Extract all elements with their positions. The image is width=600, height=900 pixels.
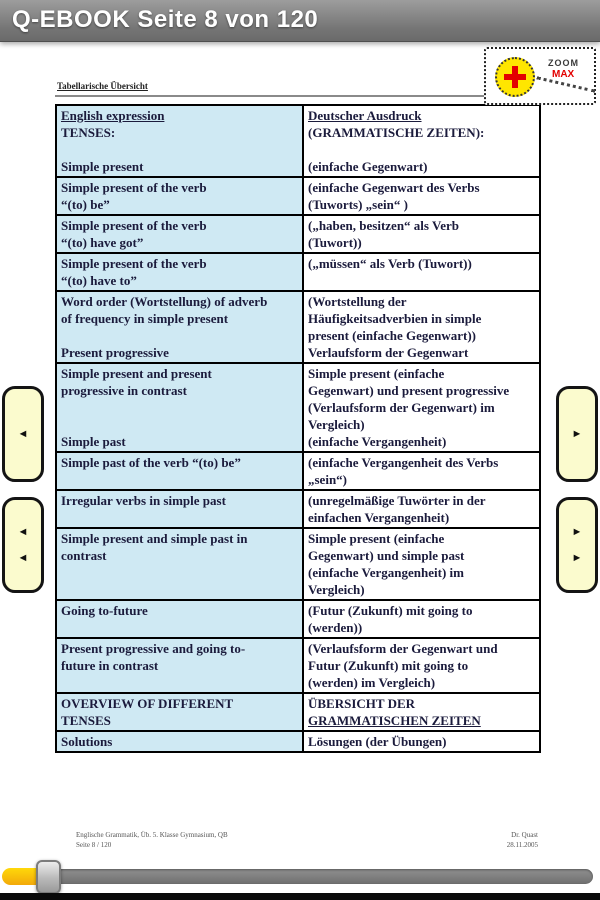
table-row (57, 639, 539, 694)
table-cell-line: (Verlaufsform der Gegenwart und (308, 641, 498, 656)
cell-german (304, 601, 539, 637)
table-cell-line: Futur (Zukunft) mit going to (308, 658, 469, 673)
table-cell-line: “(to) have got” (61, 235, 144, 250)
cell-english (57, 364, 304, 451)
table-cell-line: GRAMMATISCHEN ZEITEN (308, 713, 481, 728)
arrow-right-icon: ► (571, 428, 583, 440)
document-section-title: Tabellarische Übersicht (57, 81, 148, 91)
header-rule (55, 95, 541, 97)
table-cell-line: English expression (61, 108, 165, 123)
tense-overview-table (55, 104, 541, 753)
cell-german (304, 106, 539, 176)
table-row (57, 106, 539, 178)
max-label: MAX (552, 69, 575, 80)
zoom-label: ZOOM (548, 58, 579, 68)
table-row (57, 364, 539, 453)
cell-german (304, 491, 539, 527)
table-cell-line: Word order (Wortstellung) of adverb (61, 294, 268, 309)
footer-right (507, 830, 538, 850)
table-cell-line: Vergleich) (308, 417, 365, 432)
table-cell-line: (werden)) (308, 620, 363, 635)
table-cell-line: Present progressive (61, 345, 169, 360)
table-cell-line: Irregular verbs in simple past (61, 493, 226, 508)
table-cell-line: Gegenwart) und simple past (308, 548, 465, 563)
cell-english (57, 529, 304, 599)
cell-english (57, 254, 304, 290)
cell-english (57, 601, 304, 637)
cell-english (57, 178, 304, 214)
cell-english (57, 292, 304, 362)
table-cell-line (61, 399, 298, 416)
table-cell-line: Simple present and present (61, 366, 212, 381)
table-cell-line: (einfache Vergangenheit) im (308, 565, 464, 580)
table-cell-line: einfachen Vergangenheit) (308, 510, 450, 525)
table-cell-line: Present progressive and going to- (61, 641, 246, 656)
arrow-right-icon: ► (571, 526, 583, 538)
table-cell-line: (einfache Vergangenheit) (308, 434, 447, 449)
arrow-left-icon: ◄ (17, 552, 29, 564)
table-cell-line: (Verlaufsform der Gegenwart) im (308, 400, 495, 415)
table-cell-line: of frequency in simple present (61, 311, 229, 326)
table-cell-line: Simple present (einfache (308, 531, 445, 546)
seekbar-thumb[interactable] (36, 860, 61, 894)
table-cell-line: Simple present of the verb (61, 180, 207, 195)
cell-german (304, 364, 539, 451)
zoom-max-button[interactable] (484, 47, 596, 105)
arrow-left-icon: ◄ (17, 428, 29, 440)
cell-german (304, 732, 539, 751)
table-cell-line: Simple present (einfache (308, 366, 445, 381)
table-row (57, 732, 539, 751)
table-cell-line: „sein“) (308, 472, 347, 487)
table-cell-line: Simple present of the verb (61, 218, 207, 233)
table-cell-line: (Futur (Zukunft) mit going to (308, 603, 473, 618)
cell-german (304, 292, 539, 362)
table-cell-line: “(to) have to” (61, 273, 137, 288)
cell-english (57, 732, 304, 751)
cell-english (57, 694, 304, 730)
footer-author: Dr. Quast (511, 831, 538, 839)
cell-german (304, 529, 539, 599)
table-cell-line: Lösungen (der Übungen) (308, 734, 447, 749)
table-cell-line: Deutscher Ausdruck (308, 108, 422, 123)
page-title: Q-EBOOK Seite 8 von 120 (12, 6, 319, 33)
table-cell-line: (werden) im Vergleich) (308, 675, 436, 690)
table-cell-line: („haben, besitzen“ als Verb (308, 218, 459, 233)
table-cell-line: (Tuworts) „sein“ ) (308, 197, 408, 212)
table-cell-line (61, 416, 298, 433)
table-row (57, 601, 539, 639)
table-cell-line: future in contrast (61, 658, 159, 673)
table-cell-line: (unregelmäßige Tuwörter in der (308, 493, 486, 508)
table-cell-line: Häufigkeitsadverbien in simple (308, 311, 482, 326)
cell-german (304, 453, 539, 489)
table-cell-line: progressive in contrast (61, 383, 187, 398)
table-cell-line: Simple present and simple past in (61, 531, 248, 546)
footer-left (76, 830, 228, 850)
table-cell-line: Verlaufsform der Gegenwart (308, 345, 469, 360)
prev-page-button[interactable] (2, 386, 44, 482)
cell-german (304, 639, 539, 692)
table-cell-line: (GRAMMATISCHE ZEITEN): (308, 125, 485, 140)
table-cell-line: Going to-future (61, 603, 148, 618)
cell-english (57, 106, 304, 176)
table-cell-line: Simple present of the verb (61, 256, 207, 271)
footer-page-number: Seite 8 / 120 (76, 841, 112, 849)
table-cell-line: contrast (61, 548, 107, 563)
cell-german (304, 216, 539, 252)
table-cell-line: OVERVIEW OF DIFFERENT (61, 696, 234, 711)
cell-german (304, 178, 539, 214)
table-row (57, 292, 539, 364)
table-cell-line: (einfache Gegenwart des Verbs (308, 180, 480, 195)
table-cell-line: (einfache Vergangenheit des Verbs (308, 455, 499, 470)
cell-english (57, 453, 304, 489)
arrow-right-icon: ► (571, 552, 583, 564)
table-cell-line: Simple past (61, 434, 126, 449)
table-cell-line (308, 141, 535, 158)
arrow-left-icon: ◄ (17, 526, 29, 538)
table-row (57, 216, 539, 254)
zoom-plus-icon[interactable] (495, 57, 535, 97)
footer-book-title: Englische Grammatik, Üb. 5. Klasse Gymnasium, QB (76, 831, 228, 839)
cell-english (57, 216, 304, 252)
table-cell-line: present (einfache Gegenwart)) (308, 328, 476, 343)
table-cell-line: Vergleich) (308, 582, 365, 597)
table-row (57, 491, 539, 529)
cell-english (57, 491, 304, 527)
footer-date: 28.11.2005 (506, 841, 538, 849)
table-cell-line: “(to) be” (61, 197, 110, 212)
table-cell-line: Gegenwart) und present progressive (308, 383, 510, 398)
titlebar (0, 0, 600, 42)
table-cell-line: Simple past of the verb “(to) be” (61, 455, 241, 470)
table-row (57, 529, 539, 601)
fast-backward-button[interactable] (2, 497, 44, 593)
page-seekbar[interactable] (7, 869, 593, 884)
table-row (57, 178, 539, 216)
table-cell-line: (einfache Gegenwart) (308, 159, 428, 174)
cell-german (304, 694, 539, 730)
table-cell-line: Simple present (61, 159, 144, 174)
table-cell-line: ÜBERSICHT DER (308, 696, 416, 711)
table-cell-line (61, 141, 298, 158)
next-page-button[interactable] (556, 386, 598, 482)
table-cell-line: (Tuwort)) (308, 235, 362, 250)
table-cell-line: (Wortstellung der (308, 294, 407, 309)
cell-english (57, 639, 304, 692)
table-cell-line (61, 327, 298, 344)
table-row (57, 254, 539, 292)
table-row (57, 453, 539, 491)
table-row (57, 694, 539, 732)
table-cell-line: Solutions (61, 734, 113, 749)
table-cell-line: TENSES: (61, 125, 116, 140)
table-cell-line: („müssen“ als Verb (Tuwort)) (308, 256, 472, 271)
table-cell-line: TENSES (61, 713, 111, 728)
bottom-edge-bar (0, 893, 600, 900)
cell-german (304, 254, 539, 290)
fast-forward-button[interactable] (556, 497, 598, 593)
